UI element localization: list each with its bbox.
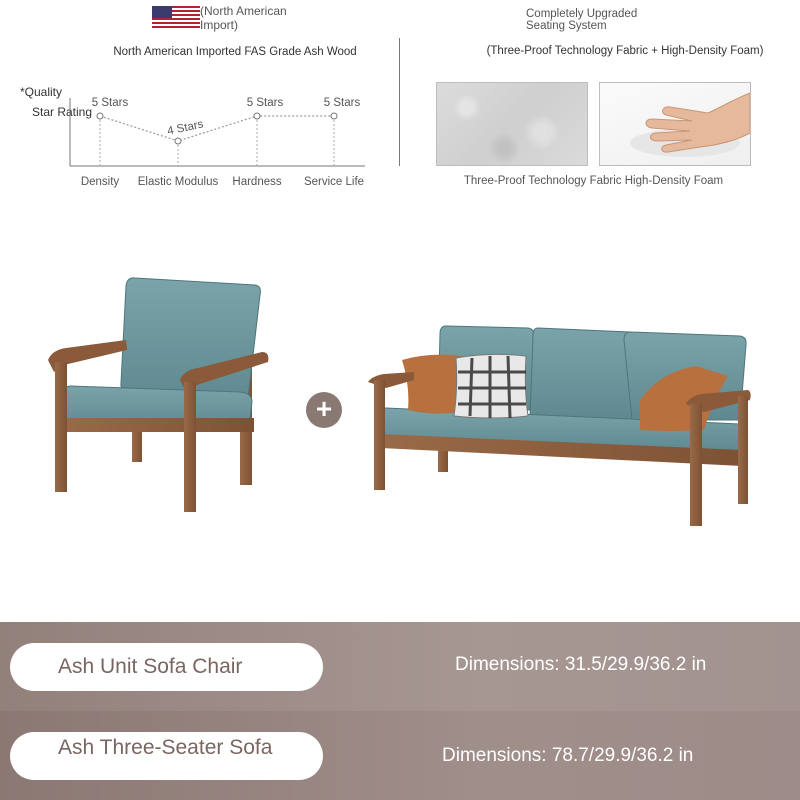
chair-dimensions: Dimensions: 31.5/29.9/36.2 in [455, 654, 707, 675]
quality-title-line1: *Quality [20, 85, 63, 99]
furniture-illustration [0, 250, 800, 550]
three-seater-sofa-image [368, 326, 751, 526]
foam-swatch-image [599, 82, 751, 166]
swatch-caption: Three-Proof Technology Fabric High-Density Foam [463, 175, 724, 187]
rating-line [100, 116, 334, 141]
seating-title [526, 8, 637, 32]
seating-title-line1: Completely Upgraded [526, 8, 638, 20]
criterion-label: Service Life [303, 176, 365, 188]
criterion-label: Hardness [232, 176, 282, 188]
rating-point [175, 138, 181, 144]
quality-title-line2: Star Rating [32, 105, 93, 119]
armchair-image [48, 278, 268, 512]
sofa-name: Ash Three-Seater Sofa [58, 736, 273, 759]
star-label: 5 Stars [91, 97, 129, 109]
criterion-label: Elastic Modulus [137, 176, 219, 188]
hand-press-icon [600, 83, 751, 166]
plus-icon: + [306, 392, 342, 428]
seating-title-line2: Seating System [526, 20, 607, 32]
wood-title: North American Imported FAS Grade Ash Wood [113, 46, 357, 58]
star-label: 4 Stars [166, 118, 205, 138]
star-label: 5 Stars [323, 97, 361, 109]
seating-subtitle: (Three-Proof Technology Fabric + High-Density Foam) [486, 45, 764, 57]
rating-point [254, 113, 260, 119]
import-note: (North American Import) [200, 4, 287, 32]
us-flag-icon [152, 6, 200, 30]
rating-point [331, 113, 337, 119]
sofa-dimensions: Dimensions: 78.7/29.9/36.2 in [442, 745, 694, 766]
chair-name: Ash Unit Sofa Chair [58, 655, 243, 678]
criterion-label: Density [80, 176, 120, 188]
fabric-swatch-image [436, 82, 588, 166]
star-label: 5 Stars [246, 97, 284, 109]
section-divider [399, 38, 400, 166]
rating-point [97, 113, 103, 119]
